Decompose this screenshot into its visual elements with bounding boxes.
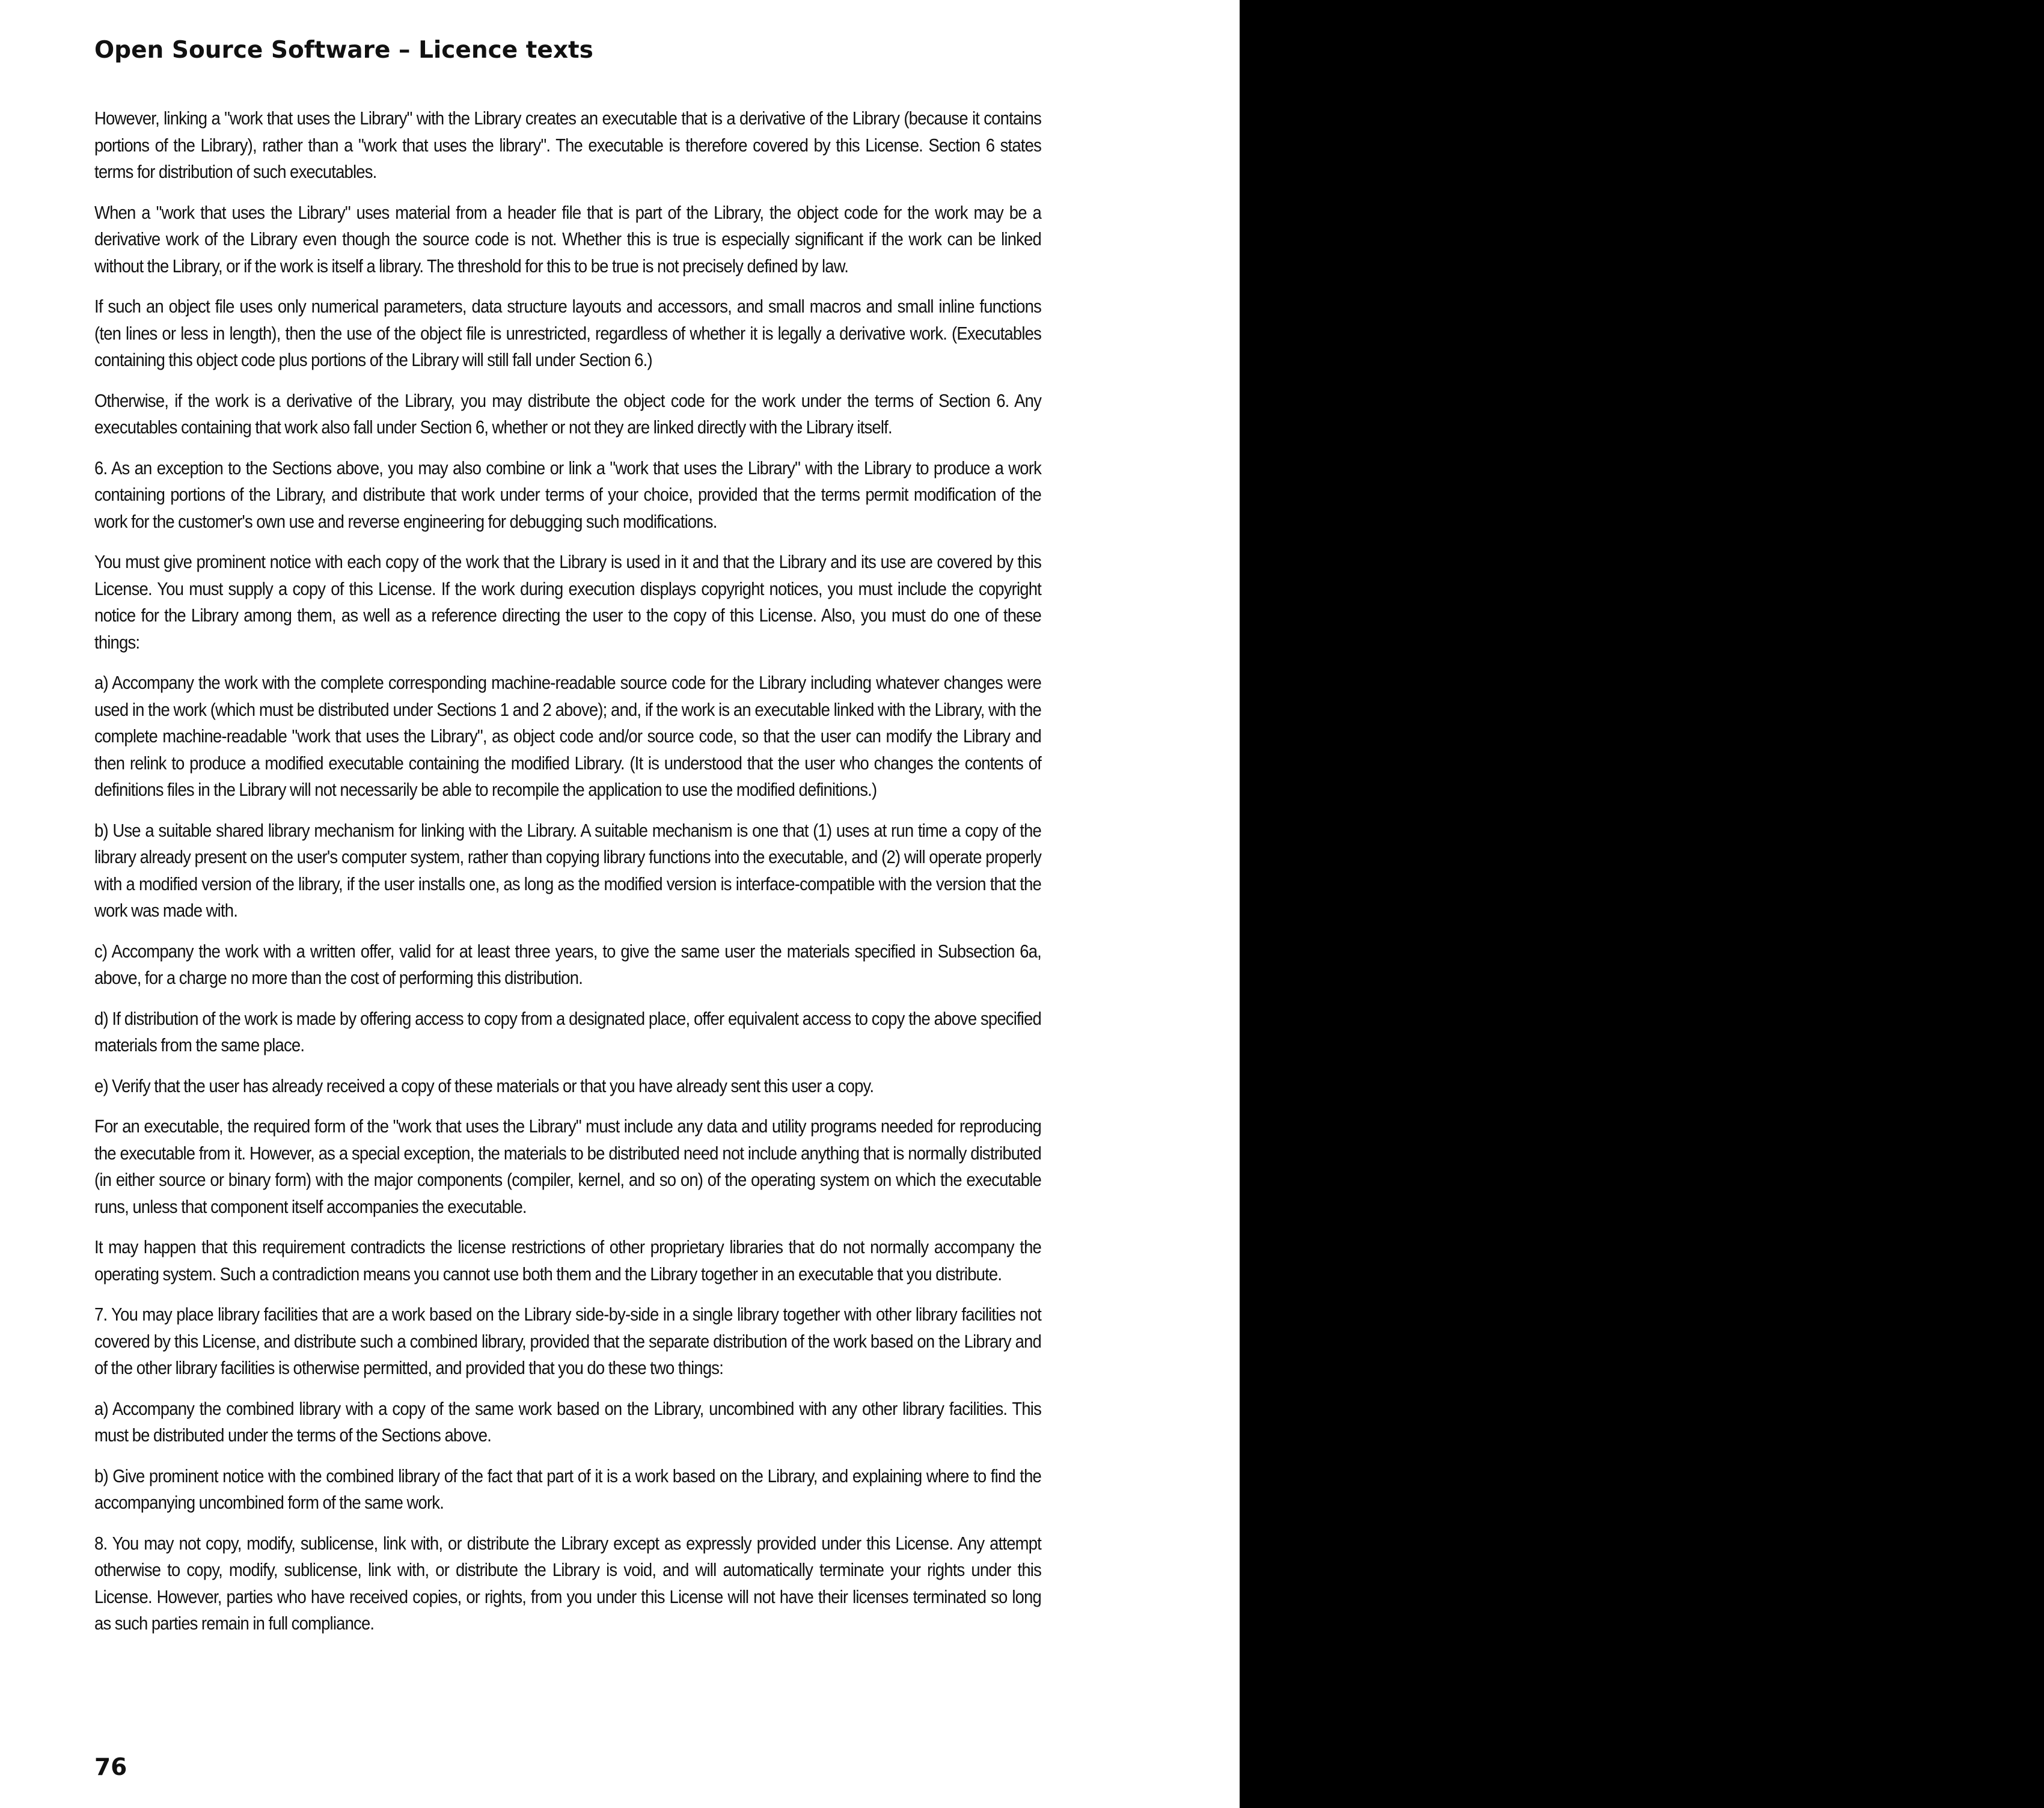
paragraph-prominent-notice: You must give prominent notice with each copy of the work that the Library is used in it and that the Library and its use are covered by this License. You must supply a copy of this License. If the work during execution displays copyright notices, you must include the copyright notice for the Library among them, as well as a reference directing the user to the copy of this License. Also, you must do one of these things: — [94, 552, 1041, 653]
paragraph-section-8: 8. You may not copy, modify, sublicense, link with, or distribute the Library except as expressly provided under this License. Any attempt otherwise to copy, modify, sublicense, link with, or distribute the Library is void, and will automatically terminate your rights under this License. However, parties who have received copies, or rights, from you under this License will not have their licenses terminated so long as such parties remain in full compliance. — [94, 1533, 1041, 1634]
paragraph-6d: d) If distribution of the work is made by offering access to copy from a designated place, offer equivalent access to copy the above specified materials from the same place. — [94, 1008, 1041, 1055]
side-panel — [1240, 0, 2044, 1808]
paragraph-6a: a) Accompany the work with the complete corresponding machine-readable source code for the Library including whatever changes were used in the work (which must be distributed under Sections 1 and 2 above); and, if the work is an executable linked with the Library, with the complete machine-readable "work that uses the Library", as object code and/or source code, so that the user can modify the Library and then relink to produce a modified executable containing the modified Library. (It is understood that the user who changes the contents of definitions files in the Library will not necessarily be able to recompile the application to use the modified definitions.) — [94, 673, 1041, 800]
page-number: 76 — [94, 1754, 127, 1781]
paragraph-object-file: If such an object file uses only numerical parameters, data structure layouts and accessors, and small macros and small inline functions (ten lines or less in length), then the use of the object file is unrestricted, regardless of whether it is legally a derivative work. (Executables containing this object code plus portions of the Library will still fall under Section 6.) — [94, 296, 1041, 370]
page-title: Open Source Software – Licence texts — [94, 37, 593, 64]
paragraph-required-form: For an executable, the required form of the "work that uses the Library" must include any data and utility programs needed for reproducing the executable from it. However, as a special exception, the materials to be distributed need not include anything that is normally distributed (in either source or binary form) with the major components (compiler, kernel, and so on) of the operating system on which the executable runs, unless that component itself accompanies the executable. — [94, 1116, 1041, 1217]
paragraph-7b: b) Give prominent notice with the combined library of the fact that part of it is a work based on the Library, and explaining where to find the accompanying uncombined form of the same work. — [94, 1465, 1041, 1513]
paragraph-contradiction: It may happen that this requirement contradicts the license restrictions of other proprietary libraries that do not normally accompany the operating system. Such a contradiction means you cannot use both them and the Library together in an executable that you distribute. — [94, 1237, 1041, 1284]
paragraph-7a: a) Accompany the combined library with a copy of the same work based on the Library, uncombined with any other library facilities. This must be distributed under the terms of the Sections above. — [94, 1398, 1041, 1446]
paragraph-6e: e) Verify that the user has already received a copy of these materials or that you have already sent this user a copy. — [94, 1075, 874, 1096]
paragraph-linking-executable: However, linking a "work that uses the Library" with the Library creates an executable that is a derivative of the Library (because it contains portions of the Library), rather than a "work that uses the library". The executable is therefore covered by this License. Section 6 states terms for distribution of such executables. — [94, 108, 1041, 182]
paragraph-section-7: 7. You may place library facilities that are a work based on the Library side-by-side in a single library together with other library facilities not covered by this License, and distribute such a combined library, provided that the separate distribution of the work based on the Library and of the other library facilities is otherwise permitted, and provided that you do these two things: — [94, 1304, 1041, 1378]
paragraph-derivative: Otherwise, if the work is a derivative of the Library, you may distribute the object code for the work under the terms of Section 6. Any executables containing that work also fall under Section 6, whether or not they are linked directly with the Library itself. — [94, 390, 1041, 438]
paragraph-section-6: 6. As an exception to the Sections above, you may also combine or link a "work that uses the Library" with the Library to produce a work containing portions of the Library, and distribute that work under terms of your choice, provided that the terms permit modification of the work for the customer's own use and reverse engineering for debugging such modifications. — [94, 457, 1041, 532]
licence-body — [94, 105, 1041, 1651]
paragraph-6b: b) Use a suitable shared library mechanism for linking with the Library. A suitable mechanism is one that (1) uses at run time a copy of the library already present on the user's computer system, rather than copying library functions into the executable, and (2) will operate properly with a modified version of the library, if the user installs one, as long as the modified version is interface-compatible with the version that the work was made with. — [94, 820, 1041, 921]
paragraph-6c: c) Accompany the work with a written offer, valid for at least three years, to give the same user the materials specified in Subsection 6a, above, for a charge no more than the cost of performing this distribution. — [94, 941, 1041, 988]
paragraph-header-file: When a "work that uses the Library" uses material from a header file that is part of the Library, the object code for the work may be a derivative work of the Library even though the source code is not. Whether this is true is especially significant if the work can be linked without the Library, or if the work is itself a library. The threshold for this to be true is not precisely defined by law. — [94, 202, 1041, 276]
